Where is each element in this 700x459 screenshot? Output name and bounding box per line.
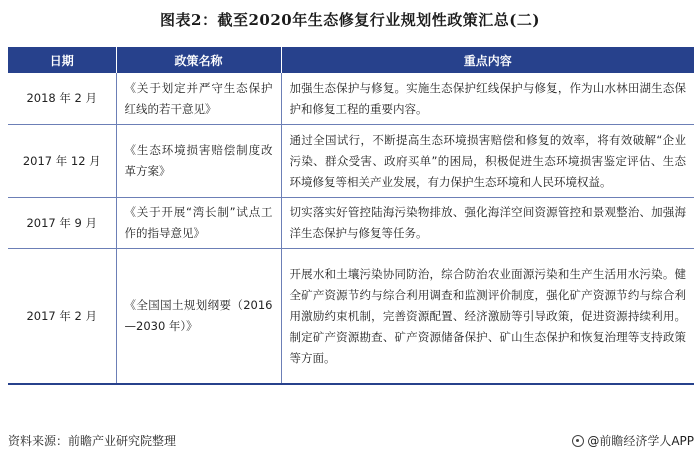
row-key-content: 加强生态保护与修复。实施生态保护红线保护与修复，作为山水林田湖生态保护和修复工程的重要内容。	[281, 73, 694, 125]
row-date: 2018 年 2 月	[8, 73, 116, 125]
row-policy-name: 《关于划定并严守生态保护红线的若干意见》	[116, 73, 281, 125]
brand-credit-text: @前瞻经济学人APP	[587, 434, 694, 448]
header-date: 日期	[8, 47, 116, 73]
table-row	[8, 198, 694, 249]
table-header-row	[8, 47, 694, 73]
brand-logo-icon	[572, 435, 584, 447]
row-policy-name: 《关于开展“湾长制”试点工作的指导意见》	[116, 198, 281, 249]
header-key-content: 重点内容	[281, 47, 694, 73]
row-date: 2017 年 9 月	[8, 198, 116, 249]
source-note: 资料来源：前瞻产业研究院整理	[8, 434, 177, 448]
row-key-content: 开展水和土壤污染协同防治，综合防治农业面源污染和生产生活用水污染。健全矿产资源节约与综合利用调查和监测评价制度，强化矿产资源节约与综合利用激励约束机制，完善资源配置、经济激励等引导政策，促进资源持续利用。制定矿产资源勘查、矿产资源储备保护、矿山生态保护和恢复治理等支持政策等方面。	[281, 249, 694, 385]
row-policy-name: 《生态环境损害赔偿制度改革方案》	[116, 125, 281, 198]
row-key-content: 通过全国试行，不断提高生态环境损害赔偿和修复的效率，将有效破解“企业污染、群众受害、政府买单”的困局，积极促进生态环境损害鉴定评估、生态环境修复等相关产业发展，有力保护生态环境和人民环境权益。	[281, 125, 694, 198]
row-key-content: 切实落实好管控陆海污染物排放、强化海洋空间资源管控和景观整治、加强海洋生态保护与修复等任务。	[281, 198, 694, 249]
table-row	[8, 249, 694, 385]
policy-table	[8, 47, 694, 385]
table-row	[8, 73, 694, 125]
page-title: 图表2：截至2020年生态修复行业规划性政策汇总(二)	[160, 11, 540, 29]
row-date: 2017 年 12 月	[8, 125, 116, 198]
table-row	[8, 125, 694, 198]
row-date: 2017 年 2 月	[8, 249, 116, 385]
row-policy-name: 《全国国土规划纲要（2016—2030 年）》	[116, 249, 281, 385]
header-policy-name: 政策名称	[116, 47, 281, 73]
brand-credit	[572, 432, 694, 449]
